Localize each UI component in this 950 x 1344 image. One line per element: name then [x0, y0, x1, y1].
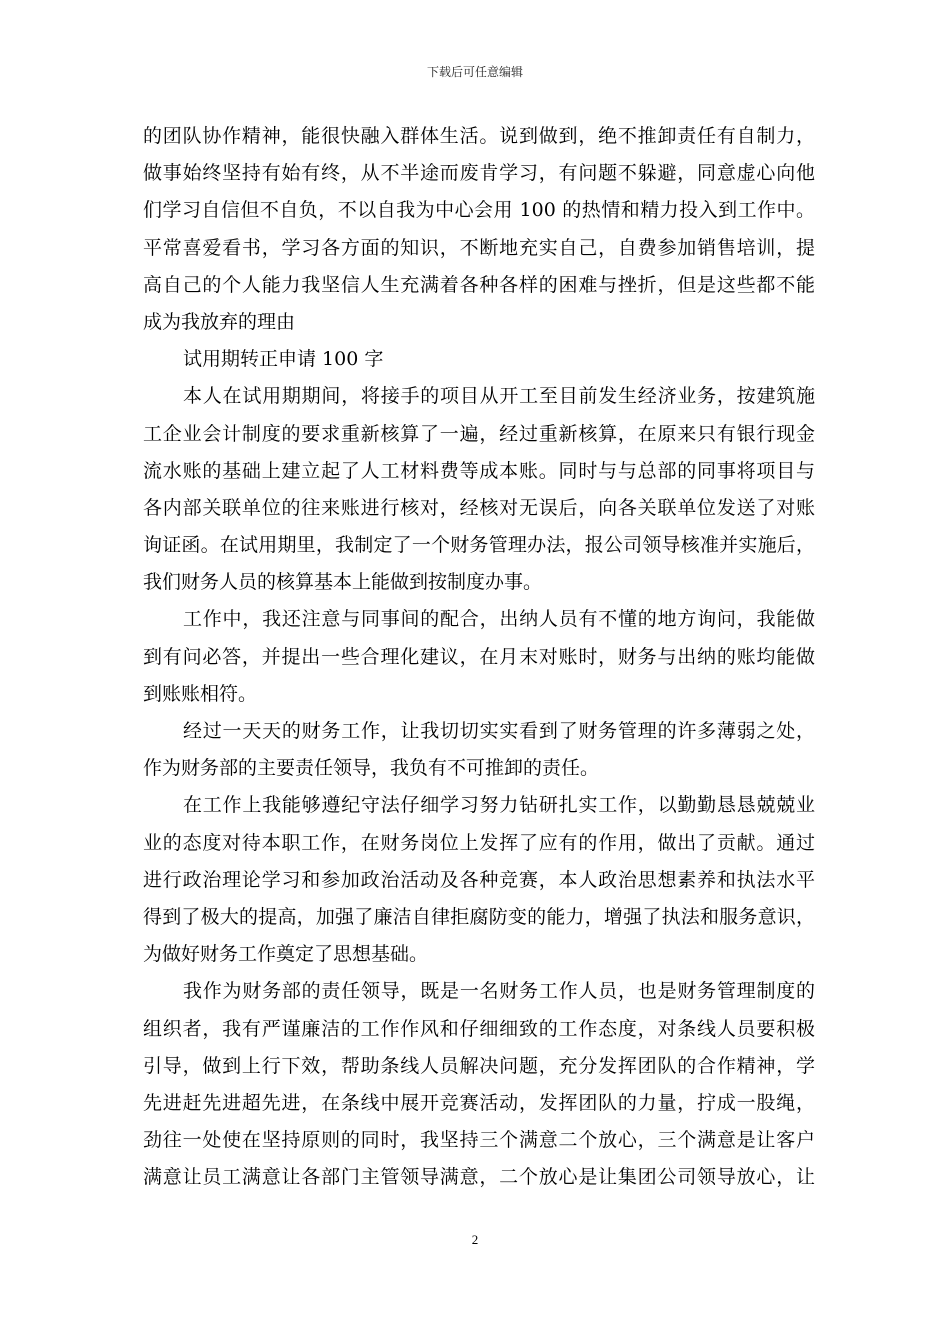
text-line: 业的态度对待本职工作，在财务岗位上发挥了应有的作用，做出了贡献。通过	[143, 831, 815, 854]
text-line: 进行政治理论学习和参加政治活动及各种竞赛，本人政治思想素养和执法水平	[143, 868, 815, 891]
text-line: 本人在试用期期间，将接手的项目从开工至目前发生经济业务，按建筑施	[183, 385, 815, 408]
page-header: 下载后可任意编辑	[426, 65, 523, 79]
text-line: 工作中，我还注意与同事间的配合，出纳人员有不懂的地方询问，我能做	[183, 608, 815, 631]
text-line: 得到了极大的提高，加强了廉洁自律拒腐防变的能力，增强了执法和服务意识，	[143, 905, 815, 928]
text-line: 询证函。在试用期里，我制定了一个财务管理办法，报公司领导核准并实施后，	[143, 534, 815, 557]
text-line: 高自己的个人能力我坚信人生充满着各种各样的困难与挫折，但是这些都不能	[143, 273, 815, 296]
text-line: 到账账相符。	[143, 682, 258, 705]
text-line: 试用期转正申请 100 字	[183, 348, 384, 371]
text-line: 各内部关联单位的往来账进行核对，经核对无误后，向各关联单位发送了对账	[143, 496, 815, 519]
text-line: 我们财务人员的核算基本上能做到按制度办事。	[143, 571, 543, 594]
text-line: 的团队协作精神，能很快融入群体生活。说到做到，绝不推卸责任有自制力，	[143, 125, 815, 147]
text-line: 引导，做到上行下效，帮助条线人员解决问题，充分发挥团队的合作精神，学	[143, 1054, 815, 1077]
text-line: 经过一天天的财务工作，让我切切实实看到了财务管理的许多薄弱之处，	[183, 720, 815, 742]
text-line: 组织者，我有严谨廉洁的工作作风和仔细细致的工作态度，对条线人员要积极	[143, 1017, 815, 1040]
text-line: 我作为财务部的责任领导，既是一名财务工作人员，也是财务管理制度的	[183, 980, 815, 1003]
text-line: 成为我放弃的理由	[143, 310, 296, 333]
page-number: 2	[471, 1232, 479, 1247]
text-line: 平常喜爱看书，学习各方面的知识，不断地充实自己，自费参加销售培训，提	[143, 236, 815, 259]
text-line: 在工作上我能够遵纪守法仔细学习努力钻研扎实工作，以勤勤恳恳兢兢业	[183, 794, 815, 817]
text-line: 工企业会计制度的要求重新核算了一遍，经过重新核算，在原来只有银行现金	[143, 422, 815, 445]
text-line: 先进赶先进超先进，在条线中展开竞赛活动，发挥团队的力量，拧成一股绳，	[143, 1091, 815, 1114]
text-line: 作为财务部的主要责任领导，我负有不可推卸的责任。	[143, 757, 600, 780]
text-line: 们学习自信但不自负，不以自我为中心会用 100 的热情和精力投入到工作中。	[143, 199, 815, 222]
text-line: 到有问必答，并提出一些合理化建议，在月末对账时，财务与出纳的账均能做	[143, 645, 815, 668]
text-line: 劲往一处使在坚持原则的同时，我坚持三个满意二个放心，三个满意是让客户	[143, 1129, 815, 1152]
text-line: 为做好财务工作奠定了思想基础。	[143, 943, 429, 966]
document-body	[143, 118, 815, 1196]
text-line: 流水账的基础上建立起了人工材料费等成本账。同时与与总部的同事将项目与	[143, 459, 815, 482]
text-line: 满意让员工满意让各部门主管领导满意，二个放心是让集团公司领导放心，让	[143, 1166, 815, 1189]
text-line: 做事始终坚持有始有终，从不半途而废肯学习，有问题不躲避，同意虚心向他	[143, 162, 815, 185]
